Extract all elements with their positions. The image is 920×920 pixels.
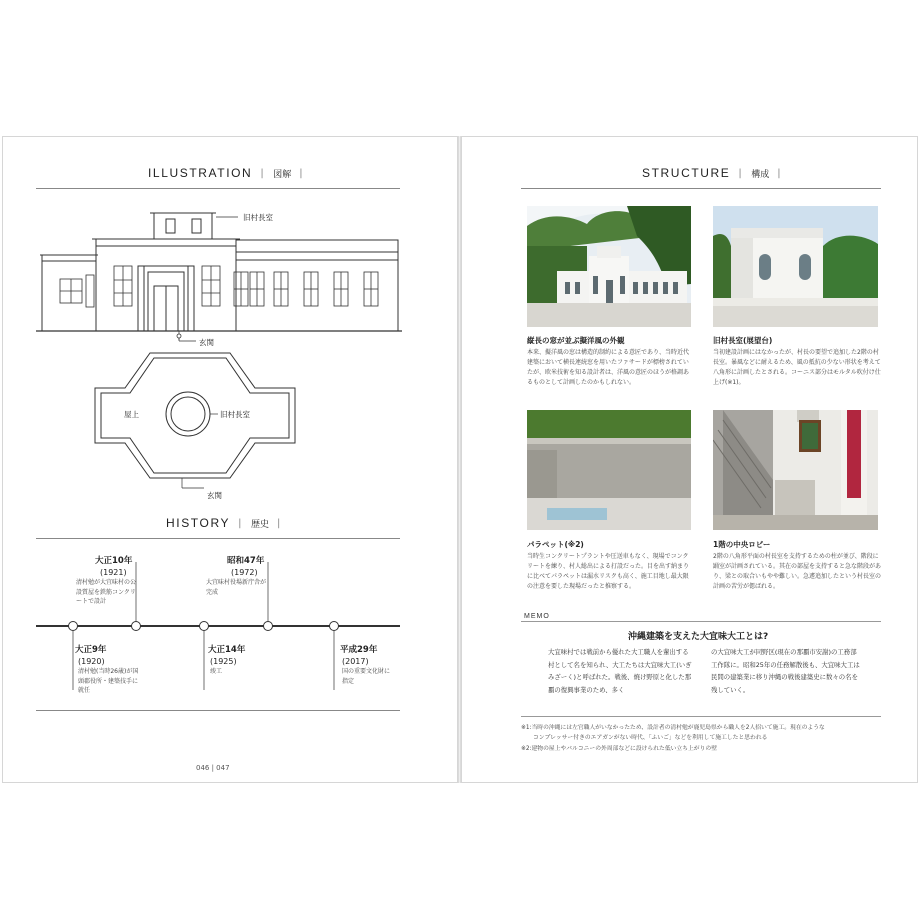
caption-text: 2階の八角形平面の村長室を支持するための柱が並び、階段に踊室が計画されている。其在の部屋を支持すると急な階段があり、梁との取合いもやや難しい。急遽追加したという村長室の計画の苦労が偲ばれる。 [713,553,882,590]
label-plan-entrance: 玄関 [207,491,222,500]
event-desc: 清村勉(当時26歳)が国頭郡役所・建築技手に就任 [78,668,139,694]
structure-rule [521,188,881,189]
caption-title: 1階の中央ロビー [713,540,771,549]
divider: | [738,167,744,179]
history-title-ja: 歴史 [250,519,269,530]
footnote-1: ※1:当時の沖縄には左官職人がいなかったため、設計者の清村勉が鹿児島県から職人を2人招いて施工。現在のような [521,725,825,731]
illustration-rule [36,188,400,189]
elevation-drawing [36,200,406,340]
floor-plan-drawing [90,348,300,498]
structure-heading [642,166,782,180]
memo-rule-bottom [521,716,881,717]
label-plan-mayor-room: 旧村長室 [220,410,250,419]
footnote-1-cont: コンプレッサー付きのエアガンがない時代、「ふいご」などを利用して施工したと思われる [533,735,768,741]
label-entrance: 玄関 [199,338,214,347]
event-date: 大正10年 [95,556,133,566]
history-heading [166,516,282,530]
memo-label: MEMO [524,613,554,620]
label-roof: 屋上 [124,410,139,419]
event-desc: 清村勉が大宜味村の公設質屋を鉄筋コンクリートで設計 [76,579,137,605]
event-desc: 国の重要文化財に指定 [342,668,391,685]
photo-mayor-room [713,206,878,327]
divider: | [277,517,282,529]
leader-line [172,332,202,346]
caption-text: 当初建設計画にはなかったが、村長の要望で追加した2階の村長室。暴風などに耐えるため、風の抵抗の少ない形状を考えて八角形に計画したとされる。コーニス部分はモルタル吹付け仕上げ(※1)。 [713,349,881,386]
photo-parapet [527,410,691,530]
caption-title: パラペット(※2) [527,540,584,549]
history-title-en: HISTORY [166,516,231,530]
memo-rule-top [521,621,881,622]
caption-text: 当時生コンクリートプラントや圧送車もなく、現場でコンクリートを練り、村人総出による打設だった。目を出す納まりに比べてパラペットは漏水リスクも高く、施工目地し最大限の注意を要した現場だったと推察する。 [527,553,690,590]
event-date: 昭和47年 [227,556,265,566]
memo-column-1: 大宜味村では戦前から優れた大工職人を輩出する村として名を知られ、大工たちは大宜味大工(いぎみざーく)と呼ばれた。戦後、焼け野原と化した那覇の復興事業のため、多く [548,648,692,694]
event-date: 大正9年 [75,645,107,655]
memo-title: 沖縄建築を支えた大宜味大工とは? [628,632,769,642]
footnote-2: ※2:建物の屋上やバルコニーの外周部などに設けられた低い立ち上がりの壁 [521,746,717,752]
history-rule-top [36,538,400,539]
event-date: 平成29年 [340,645,378,655]
structure-title-ja: 構成 [751,169,770,180]
illustration-heading [148,166,304,180]
page-numbers: 046 | 047 [196,764,230,772]
event-year: (1925) [210,657,237,666]
caption-title: 縦長の窓が並ぶ擬洋風の外観 [527,336,625,345]
divider: | [238,517,243,529]
caption-title: 旧村長室(展望台) [713,336,773,345]
illustration-title-ja: 図解 [273,169,292,180]
event-year: (1920) [78,657,105,666]
event-desc: 大宜味村役場新庁舎が完成 [206,579,267,596]
event-year: (1921) [100,568,127,577]
memo-column-2: の大宜味大工が同野区(現在の那覇市安謝)の工務部工作隊に。昭和25年の任務解散後も、大宜味大工は民間の建築業に移り沖縄の戦後建築史に数々の名を残していく。 [711,648,860,694]
illustration-title-en: ILLUSTRATION [148,166,253,180]
event-date: 大正14年 [208,645,246,655]
label-mayor-room: 旧村長室 [243,213,273,222]
event-year: (2017) [342,657,369,666]
divider: | [260,167,266,179]
event-desc: 竣工 [210,668,223,675]
photo-exterior [527,206,691,327]
divider: | [299,167,305,179]
caption-text: 本来、擬洋風の窓は構造的制約による意匠であり、当時近代建築において横長連続窓を用いたファサードが標榜されていたが、欧米技術を知る設計者は、洋風の意匠のほうが格調あるものとして計画したのかもしれない。 [527,349,690,386]
event-year: (1972) [231,568,258,577]
divider: | [777,167,783,179]
photo-lobby [713,410,878,530]
structure-title-en: STRUCTURE [642,166,731,180]
history-rule-bottom [36,710,400,711]
